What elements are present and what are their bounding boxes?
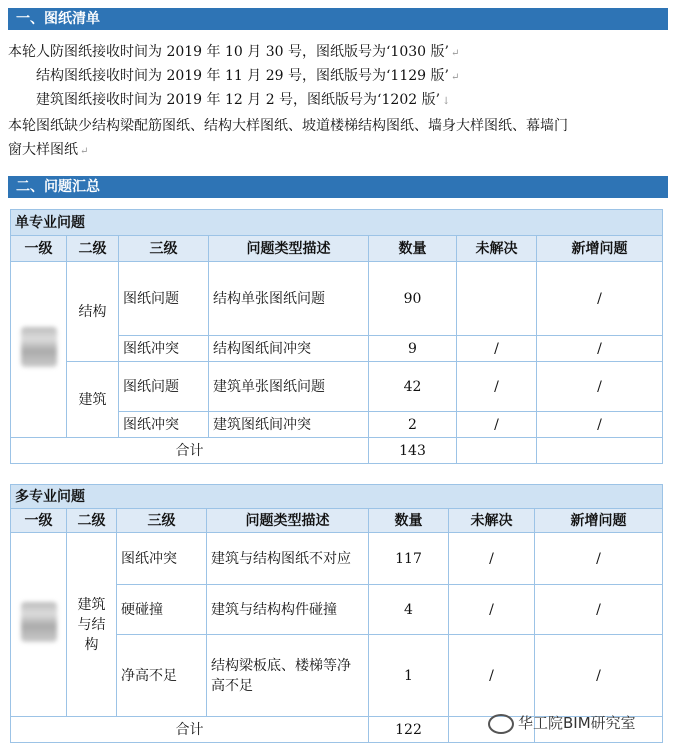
header-new: 新增问题	[537, 236, 663, 262]
header-level3: 三级	[117, 509, 207, 533]
cell-count: 90	[369, 262, 457, 336]
table-row	[11, 533, 663, 585]
table-title: 单专业问题	[11, 210, 663, 236]
paragraph-line-missing: 本轮图纸缺少结构梁配筋图纸、结构大样图纸、坡道楼梯结构图纸、墙身大样图纸、幕墙门	[8, 118, 568, 134]
header-count: 数量	[369, 236, 457, 262]
table-row	[11, 362, 663, 412]
total-label: 合计	[11, 717, 369, 743]
cell-count: 2	[369, 412, 457, 438]
cell-count: 9	[369, 336, 457, 362]
cell-new: /	[537, 336, 663, 362]
cell-level3: 图纸冲突	[119, 336, 209, 362]
total-count: 143	[369, 438, 457, 464]
header-level1: 一级	[11, 236, 67, 262]
cell-level3: 图纸问题	[119, 262, 209, 336]
cell-new: /	[535, 585, 663, 635]
paragraph-line-architecture: 建筑图纸接收时间为 2019 年 12 月 2 号，图纸版号为‘1202 版’ ↓	[36, 92, 451, 108]
header-unresolved: 未解决	[449, 509, 535, 533]
total-label: 合计	[11, 438, 369, 464]
cell-description: 建筑单张图纸问题	[209, 362, 369, 412]
cell-count: 117	[369, 533, 449, 585]
cell-unresolved: /	[449, 533, 535, 585]
header-count: 数量	[369, 509, 449, 533]
group-arch-structure: 建筑与结构	[67, 533, 117, 717]
level1-blurred-cell	[11, 533, 67, 717]
cell-level3: 图纸冲突	[117, 533, 207, 585]
header-new: 新增问题	[535, 509, 663, 533]
blurred-text	[21, 327, 57, 367]
section-heading-issue-summary: 二、问题汇总	[8, 176, 668, 198]
cell-level3: 净高不足	[117, 635, 207, 717]
cell-count: 4	[369, 585, 449, 635]
cell-description: 结构图纸间冲突	[209, 336, 369, 362]
header-description: 问题类型描述	[209, 236, 369, 262]
cell-unresolved	[457, 262, 537, 336]
blurred-text	[21, 602, 57, 642]
group-architecture: 建筑	[67, 362, 119, 438]
paragraph-line-structure: 结构图纸接收时间为 2019 年 11 月 29 号，图纸版号为‘1129 版’ ↵	[36, 68, 460, 84]
header-level2: 二级	[67, 236, 119, 262]
cell-description: 建筑与结构图纸不对应	[207, 533, 369, 585]
watermark: 华工院BIM研究室	[488, 712, 636, 734]
section-heading-drawing-list: 一、图纸清单	[8, 8, 668, 30]
cell-unresolved: /	[449, 585, 535, 635]
cell-count: 1	[369, 635, 449, 717]
level1-blurred-cell	[11, 262, 67, 438]
cell-new: /	[535, 635, 663, 717]
header-unresolved: 未解决	[457, 236, 537, 262]
cell-description: 建筑图纸间冲突	[209, 412, 369, 438]
total-count: 122	[369, 717, 449, 743]
cell-description: 结构梁板底、楼梯等净高不足	[207, 635, 369, 717]
cell-level3: 硬碰撞	[117, 585, 207, 635]
cell-new: /	[537, 262, 663, 336]
cell-unresolved: /	[457, 412, 537, 438]
header-level3: 三级	[119, 236, 209, 262]
group-structure: 结构	[67, 262, 119, 362]
wechat-icon	[488, 714, 514, 734]
cell-new: /	[535, 533, 663, 585]
header-level1: 一级	[11, 509, 67, 533]
cell-new: /	[537, 412, 663, 438]
table-title: 多专业问题	[11, 485, 663, 509]
paragraph-line-civil-defense: 本轮人防图纸接收时间为 2019 年 10 月 30 号，图纸版号为‘1030 版’ ↵	[8, 44, 460, 60]
cell-level3: 图纸冲突	[119, 412, 209, 438]
table-row	[11, 262, 663, 336]
total-row	[11, 438, 663, 464]
cell-count: 42	[369, 362, 457, 412]
cell-level3: 图纸问题	[119, 362, 209, 412]
cell-description: 结构单张图纸问题	[209, 262, 369, 336]
multi-discipline-table	[10, 484, 663, 743]
paragraph-line-missing-cont: 窗大样图纸 ↵	[8, 142, 89, 158]
header-description: 问题类型描述	[207, 509, 369, 533]
cell-unresolved: /	[457, 362, 537, 412]
cell-new: /	[537, 362, 663, 412]
cell-unresolved: /	[457, 336, 537, 362]
cell-unresolved: /	[449, 635, 535, 717]
header-level2: 二级	[67, 509, 117, 533]
cell-description: 建筑与结构构件碰撞	[207, 585, 369, 635]
single-discipline-table	[10, 209, 663, 464]
